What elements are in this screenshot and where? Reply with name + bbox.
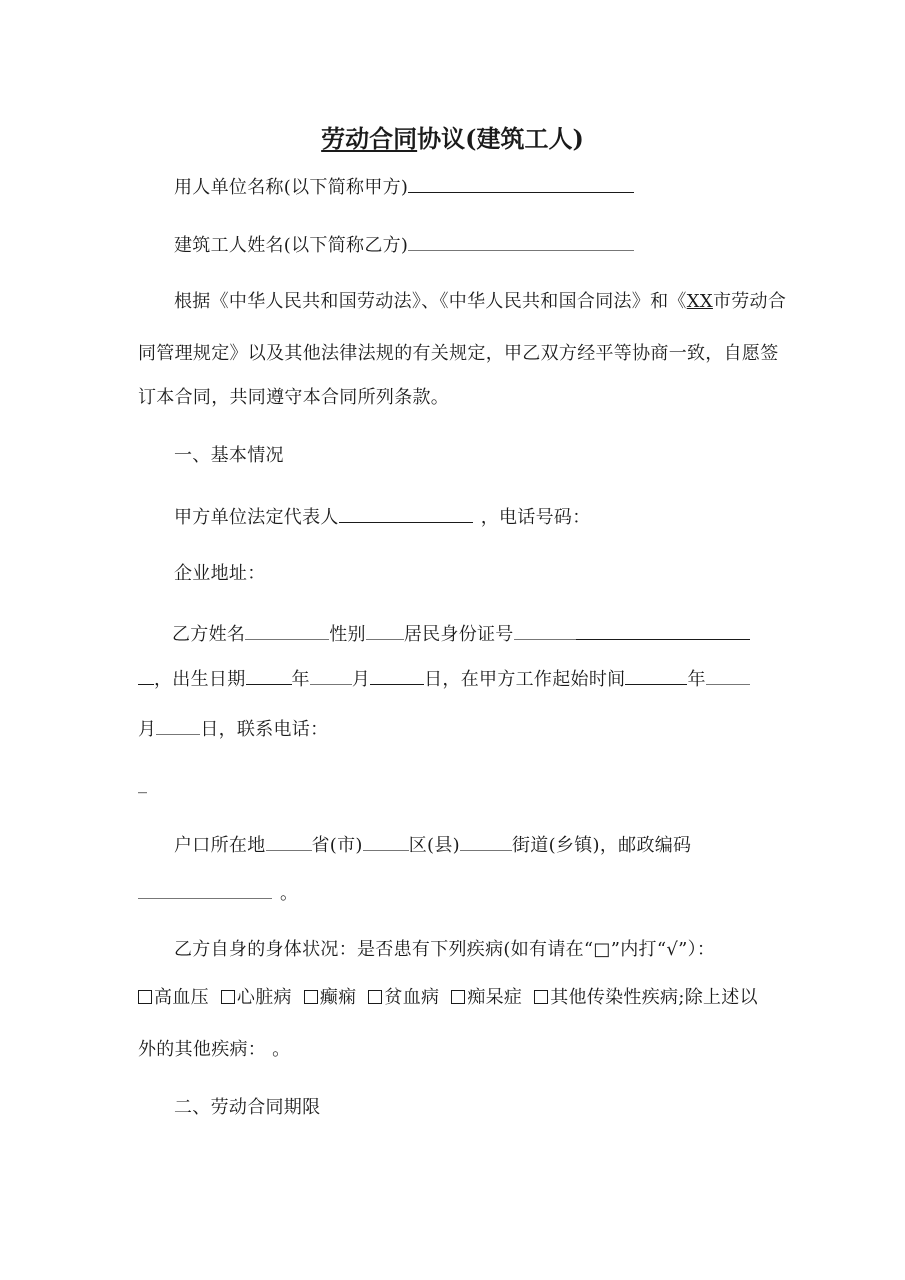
- birth-month-field[interactable]: [310, 666, 352, 685]
- worker-info-line-2: [138, 666, 750, 692]
- id-number-field-b[interactable]: [576, 621, 750, 640]
- birth-day-field[interactable]: [370, 666, 424, 685]
- address-line: 企业地址：: [174, 563, 266, 584]
- representative-line: [174, 504, 591, 530]
- street-postcode-label: 街道(乡镇)，邮政编码: [512, 835, 692, 856]
- phone-label: ，电话号码：: [480, 507, 591, 528]
- disease-checklist: [138, 986, 758, 1010]
- id-number-label: 居民身份证号: [403, 624, 514, 645]
- disease-item-dementia: [451, 987, 522, 1008]
- title-underlined-part: 劳动合同: [321, 124, 418, 153]
- id-number-field-a[interactable]: [514, 621, 576, 640]
- id-number-field-c[interactable]: [138, 666, 154, 685]
- start-year-field[interactable]: [625, 666, 687, 685]
- preamble-line-2: 同管理规定》以及其他法律法规的有关规定，甲乙双方经平等协商一致，自愿签: [138, 343, 779, 364]
- start-date-label: 日，在甲方工作起始时间: [424, 669, 626, 690]
- year-label-2: 年: [687, 669, 706, 690]
- disease-item-anemia: [368, 987, 439, 1008]
- disease-label: 贫血病: [384, 987, 440, 1008]
- checkbox-infectious[interactable]: [534, 990, 548, 1004]
- checkbox-hypertension[interactable]: [138, 990, 152, 1004]
- section-1-heading: 一、基本情况: [174, 445, 284, 466]
- province-label: 省(市): [311, 835, 363, 856]
- birth-year-field[interactable]: [246, 666, 292, 685]
- start-day-field[interactable]: [156, 716, 200, 735]
- province-field[interactable]: [266, 832, 312, 851]
- employer-line: [174, 174, 634, 200]
- birth-date-label: ，出生日期: [154, 669, 246, 690]
- district-label: 区(县): [408, 835, 460, 856]
- preamble-text-1a: 根据《中华人民共和国劳动法》、《中华人民共和国合同法》和《: [174, 291, 687, 312]
- household-line: [174, 832, 691, 858]
- employer-label: 用人单位名称(以下简称甲方): [174, 177, 409, 198]
- other-diseases-line: 外的其他疾病： 。: [138, 1039, 291, 1060]
- postcode-field[interactable]: [138, 880, 272, 899]
- disease-label: 心脏病: [236, 987, 292, 1008]
- month-label: 月: [351, 669, 371, 690]
- checkbox-epilepsy[interactable]: [304, 990, 318, 1004]
- postcode-line: [138, 880, 298, 906]
- contact-phone-label: 日，联系电话：: [200, 719, 329, 740]
- worker-info-line-3: [138, 716, 328, 742]
- preamble-text-1b: 市劳动合: [712, 291, 787, 312]
- checkbox-anemia[interactable]: [368, 990, 382, 1004]
- start-month-field[interactable]: [706, 666, 750, 685]
- dangling-underscore: _: [138, 773, 148, 794]
- worker-line: [174, 232, 634, 258]
- title-rest: 协议(建筑工人): [417, 124, 584, 153]
- representative-blank[interactable]: [339, 504, 473, 523]
- gender-label: 性别: [329, 624, 366, 645]
- street-field[interactable]: [460, 832, 512, 851]
- disease-item-heart: [221, 987, 292, 1008]
- health-intro: 乙方自身的身体状况：是否患有下列疾病(如有请在“□”内打“√”）：: [174, 939, 716, 960]
- year-label: 年: [291, 669, 310, 690]
- preamble-city-placeholder: XX: [686, 291, 713, 312]
- household-label: 户口所在地: [174, 835, 266, 856]
- employer-name-blank[interactable]: [408, 174, 634, 193]
- section-2-heading: 二、劳动合同期限: [174, 1097, 321, 1118]
- checkbox-dementia[interactable]: [451, 990, 465, 1004]
- disease-label: 高血压: [154, 987, 209, 1008]
- document-title: [0, 124, 905, 154]
- month-label-2: 月: [138, 719, 157, 740]
- disease-label: 痴呆症: [467, 987, 523, 1008]
- worker-label: 建筑工人姓名(以下简称乙方): [174, 235, 409, 256]
- worker-name-field[interactable]: [245, 621, 329, 640]
- disease-label: 癫痫: [319, 987, 357, 1008]
- gender-field[interactable]: [366, 621, 404, 640]
- preamble-line-1: [174, 290, 786, 314]
- district-field[interactable]: [363, 832, 409, 851]
- disease-item-epilepsy: [304, 987, 357, 1008]
- disease-item-infectious: [534, 987, 758, 1008]
- checkbox-heart[interactable]: [221, 990, 235, 1004]
- worker-info-line-1: [172, 621, 750, 647]
- disease-label: 其他传染性疾病;除上述以: [550, 987, 758, 1008]
- preamble-line-3: 订本合同，共同遵守本合同所列条款。: [138, 387, 450, 408]
- disease-item-hypertension: [138, 987, 209, 1008]
- representative-label: 甲方单位法定代表人: [174, 507, 339, 528]
- worker-name-label: 乙方姓名: [172, 624, 246, 645]
- worker-name-blank[interactable]: [408, 232, 634, 251]
- postcode-end-mark: 。: [280, 883, 299, 904]
